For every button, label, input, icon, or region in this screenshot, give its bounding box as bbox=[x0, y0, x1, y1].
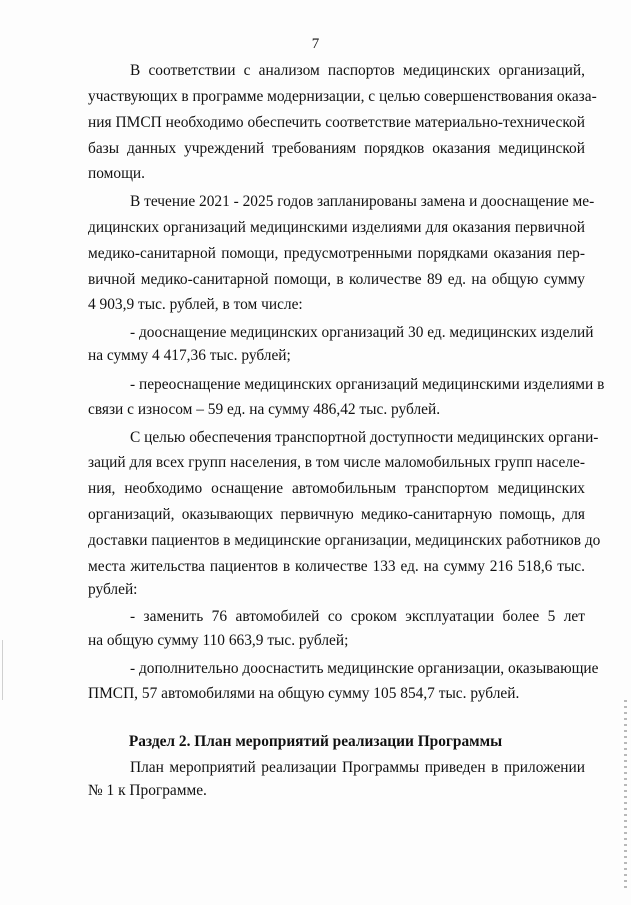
list-item-line: - заменить 76 автомобилей со сроком эксплуатации более 5 лет bbox=[130, 608, 585, 625]
list-item-line: - дополнительно дооснастить медицинские организации, оказывающие bbox=[130, 660, 599, 677]
list-item-line: - переоснащение медицинских организаций медицинскими изделиями в bbox=[130, 376, 605, 393]
scan-edge-mark bbox=[624, 700, 627, 890]
paragraph-3-line: рублей: bbox=[88, 581, 138, 598]
paragraph-3-line: организаций, оказывающих первичную медико-санитарную помощь, для bbox=[88, 506, 585, 523]
paragraph-1-line: участвующих в программе модернизации, с целью совершенствования оказа- bbox=[88, 88, 597, 105]
section-2-heading: Раздел 2. План мероприятий реализации Программы bbox=[128, 733, 503, 750]
paragraph-1-line: помощи. bbox=[88, 165, 146, 182]
paragraph-3-line: доставки пациентов в медицинские организации, медицинских работников до bbox=[88, 532, 601, 549]
paragraph-2-line: 4 903,9 тыс. рублей, в том числе: bbox=[88, 296, 303, 313]
paragraph-3-line: С целью обеспечения транспортной доступности медицинских органи- bbox=[130, 429, 599, 446]
paragraph-1-line: ния ПМСП необходимо обеспечить соответствие материально-технической bbox=[88, 114, 585, 131]
list-item-line: ПМСП, 57 автомобилями на общую сумму 105 854,7 тыс. рублей. bbox=[88, 685, 520, 702]
paragraph-1-line: базы данных учреждений требованиям порядков оказания медицинской bbox=[88, 140, 585, 157]
paragraph-3-line: ния, необходимо оснащение автомобильным транспортом медицинских bbox=[88, 480, 585, 497]
paragraph-2-line: вичной медико-санитарной помощи, в количестве 89 ед. на общую сумму bbox=[88, 271, 585, 288]
list-item-line: на общую сумму 110 663,9 тыс. рублей; bbox=[88, 632, 349, 649]
section-2-line: План мероприятий реализации Программы приведен в приложении bbox=[130, 759, 585, 776]
paragraph-1-line: В соответствии с анализом паспортов медицинских организаций, bbox=[130, 62, 585, 79]
section-2-line: № 1 к Программе. bbox=[88, 782, 207, 799]
paragraph-2-line: дицинских организаций медицинскими изделиями для оказания первичной bbox=[88, 219, 585, 236]
paragraph-2-line: медико-санитарной помощи, предусмотренными порядками оказания пер- bbox=[88, 245, 585, 262]
scan-edge-mark bbox=[2, 640, 3, 700]
paragraph-2-line: В течение 2021 - 2025 годов запланированы замена и дооснащение ме- bbox=[130, 193, 595, 210]
paragraph-3-line: заций для всех групп населения, в том числе маломобильных групп населе- bbox=[88, 454, 585, 471]
page-number: 7 bbox=[311, 36, 320, 52]
paragraph-3-line: места жительства пациентов в количестве 133 ед. на сумму 216 518,6 тыс. bbox=[88, 558, 585, 575]
list-item-line: связи с износом – 59 ед. на сумму 486,42 тыс. рублей. bbox=[88, 401, 441, 418]
list-item-line: - дооснащение медицинских организаций 30 ед. медицинских изделий bbox=[130, 324, 594, 341]
list-item-line: на сумму 4 417,36 тыс. рублей; bbox=[88, 347, 291, 364]
